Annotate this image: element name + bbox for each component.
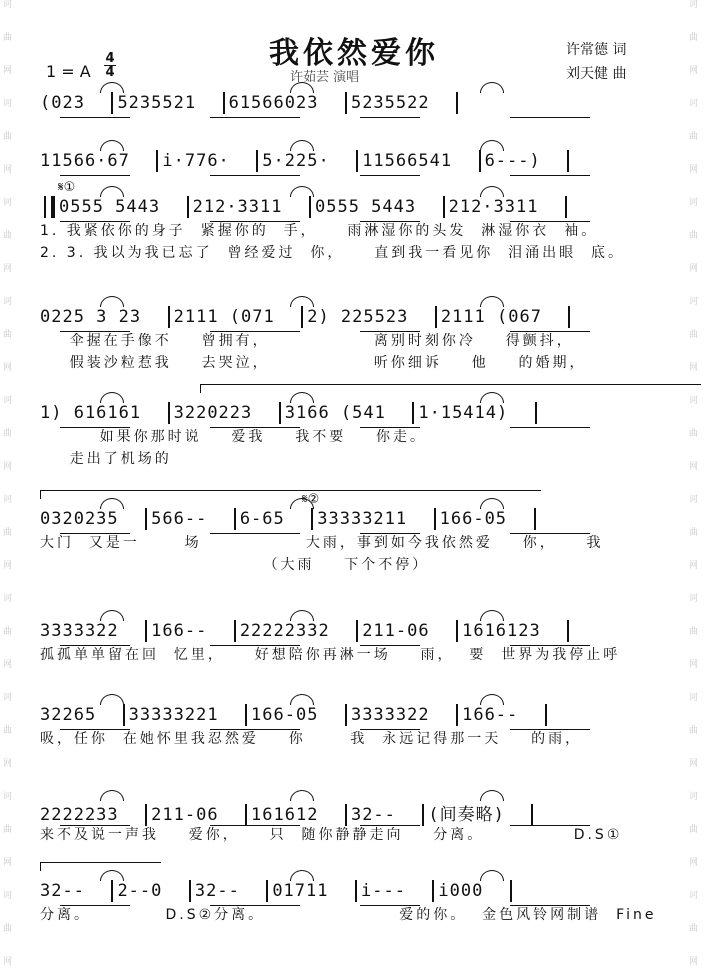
beam-line <box>210 221 300 222</box>
watermark-char: 曲 <box>3 627 13 637</box>
song-title: 我依然爱你 <box>269 36 439 71</box>
barline <box>223 92 225 114</box>
watermark-char: 诃 <box>3 396 13 406</box>
beam-line <box>210 905 300 906</box>
lyric-line: 吸，任你 在她怀里我忍然爱 你 我 永远记得那一天 的雨， <box>40 731 583 747</box>
slur <box>290 296 314 307</box>
slur <box>480 186 504 197</box>
watermark-char: 曲 <box>689 231 699 241</box>
barline <box>168 306 170 328</box>
time-signature <box>104 52 116 79</box>
watermark-char: 网 <box>689 660 699 670</box>
measure: 5235521 <box>117 93 197 113</box>
watermark-char: 诃 <box>3 495 13 505</box>
watermark-char: 网 <box>689 957 699 967</box>
slur <box>480 140 504 151</box>
measure: 1616123 <box>462 621 541 641</box>
beam-line <box>210 533 300 534</box>
barline <box>435 306 437 328</box>
notation-line <box>40 306 660 330</box>
beam-line <box>210 729 300 730</box>
watermark-char: 曲 <box>3 231 13 241</box>
barline <box>234 620 236 642</box>
beam-line <box>210 117 300 118</box>
segno-mark: 𝄋① <box>58 180 76 195</box>
watermark-char: 曲 <box>3 132 13 142</box>
measure: 3333322 <box>350 705 430 725</box>
barline <box>534 508 536 530</box>
measure: 166-05 <box>439 509 508 529</box>
barline <box>111 880 113 902</box>
time-signature-bottom: 4 <box>105 65 115 80</box>
measure: 11566541 <box>362 151 453 171</box>
slur <box>290 392 314 403</box>
barline <box>356 620 358 642</box>
beam-line <box>60 221 130 222</box>
lyric-line: 伞握在手像不 曾拥有， 离别时刻你冷 得颤抖， <box>40 333 574 349</box>
measure: (间奏略) <box>428 805 505 825</box>
barline <box>168 402 170 424</box>
beam-line <box>360 427 420 428</box>
watermark-char: 曲 <box>689 825 699 835</box>
lyric-line: 分离。 D.S②分离。 爱的你。 金色风铃网制谱 Fine <box>40 907 657 923</box>
barline <box>456 620 458 642</box>
measure: 33333211 <box>317 509 408 529</box>
notation-line <box>40 880 660 904</box>
measure: 3166 (541 <box>284 403 386 423</box>
slur <box>100 870 124 881</box>
measure: 1·15414) <box>418 403 509 423</box>
barline <box>345 704 347 726</box>
watermark-char: 曲 <box>689 330 699 340</box>
barline <box>355 880 357 902</box>
score-row <box>40 180 660 264</box>
beam-line <box>60 427 130 428</box>
measure: 6-65 <box>239 509 285 529</box>
slur <box>100 186 124 197</box>
slur <box>100 498 124 509</box>
watermark-char: 曲 <box>689 726 699 736</box>
measure: 212·3311 <box>192 197 283 217</box>
notation-line <box>40 150 660 174</box>
slur <box>480 498 504 509</box>
watermark-left <box>3 0 19 975</box>
beam-line <box>60 117 130 118</box>
watermark-char: 网 <box>3 561 13 571</box>
barline <box>245 804 247 826</box>
measure: 166-05 <box>251 705 319 725</box>
measure: 211-06 <box>151 805 219 825</box>
watermark-char: 曲 <box>3 33 13 43</box>
slur <box>290 140 314 151</box>
watermark-char: 网 <box>3 858 13 868</box>
watermark-char: 诃 <box>689 792 699 802</box>
score-row <box>40 800 660 846</box>
barline <box>345 92 347 114</box>
score-row <box>40 402 660 470</box>
watermark-char: 网 <box>3 264 13 274</box>
barline <box>266 880 268 902</box>
barline <box>145 508 147 530</box>
beam-line <box>60 729 130 730</box>
beam-line <box>360 175 420 176</box>
lyric-line: 走出了机场的 <box>40 451 172 467</box>
watermark-char: 曲 <box>689 627 699 637</box>
composer: 刘天健 曲 <box>566 66 627 82</box>
watermark-char: 诃 <box>3 198 13 208</box>
slur <box>480 610 504 621</box>
slur <box>100 82 124 93</box>
slur <box>290 186 314 197</box>
watermark-char: 曲 <box>3 330 13 340</box>
watermark-char: 曲 <box>3 924 13 934</box>
watermark-char: 诃 <box>689 0 699 10</box>
measure: 5·225· <box>262 151 330 171</box>
score-row <box>40 92 660 116</box>
barline <box>412 402 414 424</box>
beam-line <box>360 729 420 730</box>
beam-line <box>510 905 590 906</box>
beam-line <box>60 905 130 906</box>
beam-line <box>510 221 590 222</box>
watermark-char: 曲 <box>689 132 699 142</box>
barline <box>567 150 569 172</box>
measure: 0555 5443 <box>59 197 161 217</box>
watermark-char: 诃 <box>3 297 13 307</box>
watermark-char: 诃 <box>3 693 13 703</box>
slur <box>100 392 124 403</box>
notation-line <box>40 620 660 644</box>
watermark-char: 曲 <box>689 33 699 43</box>
beam-line <box>210 175 300 176</box>
watermark-char: 诃 <box>3 594 13 604</box>
watermark-char: 诃 <box>3 891 13 901</box>
barline <box>256 150 258 172</box>
barline <box>432 880 434 902</box>
watermark-char: 曲 <box>3 825 13 835</box>
watermark-char: 网 <box>3 957 13 967</box>
measure: i000 <box>438 881 484 901</box>
segno-mark: 𝄋② <box>302 492 320 507</box>
notation-line <box>40 196 660 220</box>
watermark-char: 诃 <box>689 198 699 208</box>
measure: 32265 <box>40 705 97 725</box>
watermark-char: 网 <box>689 858 699 868</box>
volta-bracket <box>40 862 161 871</box>
slur <box>290 870 314 881</box>
measure: i·776· <box>162 151 230 171</box>
volta-bracket <box>200 384 701 393</box>
beam-line <box>510 645 590 646</box>
slur <box>480 82 504 93</box>
singer: 许茹芸 演唱 <box>290 70 360 85</box>
barline <box>531 804 533 826</box>
watermark-char: 曲 <box>3 429 13 439</box>
barline <box>279 402 281 424</box>
measure: (023 <box>40 93 85 113</box>
measure: 32-- <box>40 881 85 901</box>
key-signature: 1 = A <box>46 62 91 81</box>
measure: 212·3311 <box>448 197 539 217</box>
measure: 3220223 <box>173 403 253 423</box>
beam-line <box>60 645 130 646</box>
slur <box>100 140 124 151</box>
time-signature-top: 4 <box>105 51 115 66</box>
volta-bracket <box>40 490 541 499</box>
watermark-char: 网 <box>689 363 699 373</box>
beam-line <box>360 645 420 646</box>
notation-line <box>40 508 660 532</box>
lyric-line: 假装沙粒惹我 去哭泣， 听你细诉 他 的婚期， <box>40 355 587 371</box>
measure: 6---) <box>484 151 541 171</box>
notation-line <box>40 402 660 426</box>
slur <box>480 870 504 881</box>
beam-line <box>360 331 420 332</box>
measure: 166-- <box>151 621 208 641</box>
lyricist: 许常德 词 <box>566 42 627 58</box>
watermark-char: 网 <box>3 462 13 472</box>
watermark-char: 诃 <box>689 396 699 406</box>
score-row <box>40 306 660 374</box>
measure: 211-06 <box>362 621 430 641</box>
slur <box>290 694 314 705</box>
beam-line <box>210 427 300 428</box>
measure: 32-- <box>194 881 240 901</box>
slur <box>480 392 504 403</box>
lyric-line: 孤孤单单留在回 忆里， 好想陪你再淋一场 雨， 要 世界为我停止呼 <box>40 647 621 663</box>
watermark-char: 网 <box>689 759 699 769</box>
barline <box>479 150 481 172</box>
barline <box>44 196 55 218</box>
watermark-char: 诃 <box>689 693 699 703</box>
barline <box>123 704 125 726</box>
slur <box>290 790 314 801</box>
lyric-line: （大雨 下个不停） <box>40 557 430 573</box>
beam-line <box>60 533 130 534</box>
credits <box>566 38 626 86</box>
watermark-char: 诃 <box>3 792 13 802</box>
beam-line <box>510 729 590 730</box>
barline <box>565 196 567 218</box>
slur <box>480 694 504 705</box>
watermark-char: 诃 <box>689 891 699 901</box>
barline <box>345 804 347 826</box>
beam-line <box>210 331 300 332</box>
watermark-char: 诃 <box>3 0 13 10</box>
slur <box>100 790 124 801</box>
score-row <box>40 492 660 576</box>
barline <box>111 92 113 114</box>
slur <box>100 610 124 621</box>
measure: 61566023 <box>228 93 319 113</box>
barline <box>434 508 436 530</box>
barline <box>456 704 458 726</box>
barline <box>245 704 247 726</box>
barline <box>187 196 189 218</box>
watermark-char: 网 <box>3 165 13 175</box>
measure: 166-- <box>462 705 519 725</box>
watermark-char: 诃 <box>689 594 699 604</box>
notation-line <box>40 800 660 824</box>
barline <box>234 508 236 530</box>
watermark-char: 网 <box>689 462 699 472</box>
watermark-char: 网 <box>689 561 699 571</box>
measure: 0320235 <box>40 509 119 529</box>
barline <box>443 196 445 218</box>
slur <box>290 610 314 621</box>
notation-line <box>40 704 660 728</box>
barline <box>568 306 570 328</box>
measure: 3333322 <box>40 621 119 641</box>
slur <box>480 296 504 307</box>
lyric-line: 大门 又是一 场 大雨，事到如今我依然爱 你， 我 <box>40 535 604 551</box>
barline <box>309 196 311 218</box>
measure: 2111 (071 <box>173 307 275 327</box>
beam-line <box>360 533 420 534</box>
beam-line <box>510 427 590 428</box>
watermark-char: 诃 <box>689 99 699 109</box>
beam-line <box>510 175 590 176</box>
watermark-char: 诃 <box>3 99 13 109</box>
beam-line <box>60 331 130 332</box>
barline <box>156 150 158 172</box>
measure: i--- <box>360 881 406 901</box>
measure: 32-- <box>350 805 396 825</box>
score-row <box>40 150 660 174</box>
slur <box>100 296 124 307</box>
measure: 1) 616161 <box>40 403 142 423</box>
lyric-line: 如果你那时说 爱我 我不要 你走。 <box>40 429 428 445</box>
beam-line <box>60 175 130 176</box>
beam-line <box>510 533 590 534</box>
watermark-char: 网 <box>3 660 13 670</box>
barline <box>535 402 537 424</box>
measure: 22222332 <box>239 621 330 641</box>
watermark-char: 曲 <box>689 429 699 439</box>
barline <box>567 620 569 642</box>
beam-line <box>210 825 300 826</box>
watermark-right <box>689 0 705 975</box>
lyric-line: 来不及说一声我 爱你， 只 随你静静走向 分离。 D.S① <box>40 827 623 843</box>
watermark-char: 网 <box>689 264 699 274</box>
beam-line <box>360 825 420 826</box>
barline <box>311 508 313 530</box>
watermark-char: 网 <box>689 165 699 175</box>
slur <box>100 694 124 705</box>
watermark-char: 诃 <box>689 495 699 505</box>
measure: 2111 (067 <box>440 307 542 327</box>
measure: 566-- <box>151 509 208 529</box>
barline <box>301 306 303 328</box>
beam-line <box>60 825 130 826</box>
barline <box>356 150 358 172</box>
barline <box>510 880 512 902</box>
barline <box>456 92 458 114</box>
beam-line <box>510 117 590 118</box>
beam-line <box>360 117 420 118</box>
barline <box>145 804 147 826</box>
beam-line <box>360 905 420 906</box>
watermark-char: 网 <box>3 363 13 373</box>
lyric-line: 2. 3. 我以为我已忘了 曾经爱过 你， 直到我一看见你 泪涌出眼 底。 <box>40 245 626 261</box>
barline <box>189 880 191 902</box>
score-row <box>40 620 660 666</box>
score-row <box>40 880 660 926</box>
slur <box>480 790 504 801</box>
notation-line <box>40 92 660 116</box>
watermark-char: 曲 <box>689 528 699 538</box>
beam-line <box>210 645 300 646</box>
barline <box>545 704 547 726</box>
barline <box>422 804 424 826</box>
measure: 01711 <box>272 881 329 901</box>
watermark-char: 曲 <box>689 924 699 934</box>
measure: 5235522 <box>350 93 430 113</box>
watermark-char: 曲 <box>3 726 13 736</box>
watermark-char: 诃 <box>689 297 699 307</box>
watermark-char: 曲 <box>3 528 13 538</box>
measure: 2--0 <box>117 881 163 901</box>
measure: 33333221 <box>128 705 219 725</box>
barline <box>145 620 147 642</box>
measure: 161612 <box>251 805 319 825</box>
beam-line <box>360 221 420 222</box>
measure: 0225 3 23 <box>40 307 142 327</box>
measure: 2) 225523 <box>307 307 409 327</box>
watermark-char: 网 <box>689 66 699 76</box>
beam-line <box>510 825 590 826</box>
measure: 0555 5443 <box>314 197 417 217</box>
measure: 11566·67 <box>40 151 130 171</box>
beam-line <box>510 331 590 332</box>
watermark-char: 网 <box>3 66 13 76</box>
lyric-line: 1. 我紧依你的身子 紧握你的 手， 雨淋湿你的头发 淋湿你衣 袖。 <box>40 223 599 239</box>
measure: 2222233 <box>40 805 119 825</box>
score-row <box>40 704 660 750</box>
watermark-char: 网 <box>3 759 13 769</box>
